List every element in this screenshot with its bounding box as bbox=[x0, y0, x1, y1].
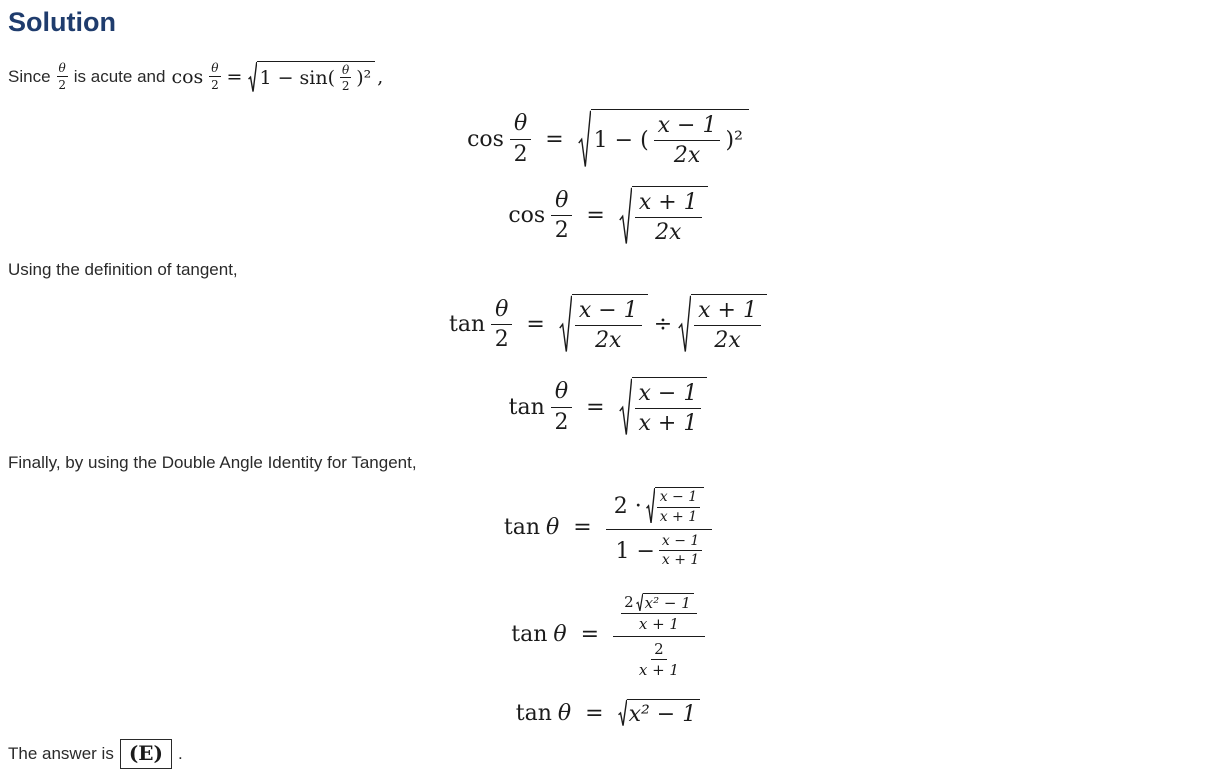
x-minus-1-over-2x bbox=[654, 113, 721, 169]
fraction-denominator: x + 1 bbox=[659, 508, 698, 525]
inline-theta-over-2 bbox=[209, 62, 220, 91]
answer-box: (E) bbox=[120, 739, 172, 769]
outer-denominator bbox=[615, 530, 702, 569]
theta-symbol: θ bbox=[553, 622, 567, 648]
tan-function-label: tan bbox=[449, 311, 486, 337]
fraction-denominator: x + 1 bbox=[638, 614, 679, 633]
fraction-numerator: 2 bbox=[651, 641, 667, 660]
radicand bbox=[632, 377, 708, 438]
sqrt-radical-icon bbox=[636, 593, 643, 612]
fraction-denominator: 2 bbox=[341, 79, 350, 94]
intro-paragraph bbox=[8, 61, 1216, 93]
outer-fraction bbox=[613, 591, 705, 679]
equation-cos-expansion bbox=[0, 109, 1216, 170]
fraction-numerator: x − 1 bbox=[635, 381, 702, 409]
fraction-numerator: x − 1 bbox=[575, 298, 642, 326]
one-minus-open-paren: 1 − ( bbox=[593, 128, 649, 154]
sqrt-radical-icon bbox=[619, 377, 632, 438]
cos-function-label: cos bbox=[508, 203, 546, 229]
inline-theta-over-2 bbox=[340, 64, 351, 93]
sqrt-radical-icon bbox=[248, 61, 257, 93]
equals-sign: = bbox=[585, 700, 604, 726]
using-tangent-text: Using the definition of tangent, bbox=[8, 260, 238, 280]
theta-symbol: θ bbox=[557, 700, 572, 726]
sqrt-radical-icon bbox=[559, 294, 572, 355]
fraction-denominator: 2 bbox=[513, 141, 528, 167]
two-dot-coefficient: 2 · bbox=[613, 493, 642, 519]
solution-page bbox=[0, 6, 1216, 769]
radicand bbox=[572, 294, 648, 355]
finally-text: Finally, by using the Double Angle Identity for Tangent, bbox=[8, 453, 417, 473]
square-root bbox=[636, 593, 694, 612]
radicand bbox=[257, 61, 375, 93]
x-squared-minus-1: x² − 1 bbox=[628, 702, 697, 728]
fraction-denominator: x + 1 bbox=[638, 411, 698, 437]
radicand-text: 1 − sin( bbox=[259, 67, 336, 90]
fraction-denominator: 2 bbox=[554, 409, 569, 435]
radicand bbox=[691, 294, 767, 355]
equals-sign: = bbox=[526, 311, 545, 337]
inline-square-root bbox=[248, 61, 375, 93]
fraction-numerator: θ bbox=[342, 62, 350, 77]
equation-tan-double-angle bbox=[0, 485, 1216, 569]
equals-sign: = bbox=[586, 203, 605, 229]
square-root bbox=[619, 186, 708, 247]
page-title: Solution bbox=[8, 7, 116, 37]
equation-tan-simplify bbox=[0, 591, 1216, 679]
two-coefficient: 2 bbox=[624, 592, 634, 611]
one-minus: 1 − bbox=[615, 538, 655, 564]
equation-cos-simplified bbox=[0, 186, 1216, 247]
fraction-denominator: x + 1 bbox=[661, 552, 700, 569]
outer-numerator bbox=[606, 485, 712, 530]
fraction-numerator: x − 1 bbox=[654, 113, 721, 141]
outer-fraction bbox=[606, 485, 712, 569]
x-plus-1-over-2x bbox=[694, 298, 761, 354]
equals-sign: = bbox=[580, 622, 600, 648]
equation-tan-final bbox=[0, 699, 1216, 727]
tan-function-label: tan bbox=[508, 394, 545, 420]
divide-sign: ÷ bbox=[653, 311, 673, 337]
theta-symbol: θ bbox=[546, 514, 560, 540]
square-root bbox=[678, 294, 767, 355]
comma: , bbox=[377, 65, 384, 88]
answer-prefix-text: The answer is bbox=[8, 744, 114, 764]
equation-tan-half-simplified bbox=[0, 377, 1216, 438]
equals-sign: = bbox=[226, 65, 243, 88]
intro-text-acute: is acute and bbox=[73, 66, 166, 86]
x-minus-1-over-2x bbox=[575, 298, 642, 354]
fraction-denominator: 2 bbox=[58, 77, 66, 92]
close-paren-squared: )² bbox=[725, 128, 743, 154]
tan-function-label: tan bbox=[511, 622, 548, 648]
x-squared-minus-1: x² − 1 bbox=[644, 593, 691, 612]
fraction-denominator: x + 1 bbox=[638, 661, 679, 680]
intro-text-since: Since bbox=[8, 66, 51, 86]
equals-sign: = bbox=[586, 394, 605, 420]
square-root bbox=[619, 377, 708, 438]
radicand bbox=[643, 593, 694, 612]
radicand bbox=[655, 487, 704, 525]
sqrt-radical-icon bbox=[678, 294, 691, 355]
fraction-numerator: θ bbox=[510, 111, 531, 139]
radicand bbox=[632, 186, 708, 247]
fraction-numerator: θ bbox=[551, 188, 572, 216]
theta-over-2-fraction bbox=[491, 297, 512, 353]
fraction-denominator: 2x bbox=[595, 328, 622, 354]
fraction-denominator: 2 bbox=[211, 77, 219, 92]
radicand bbox=[591, 109, 749, 170]
equals-sign: = bbox=[573, 514, 592, 540]
tan-function-label: tan bbox=[515, 700, 552, 726]
numerator-fraction bbox=[621, 593, 697, 633]
square-root bbox=[646, 487, 704, 525]
theta-over-2-fraction bbox=[551, 188, 572, 244]
fraction-numerator: θ bbox=[58, 61, 66, 76]
inline-theta-over-2 bbox=[57, 62, 68, 91]
sqrt-radical-icon bbox=[578, 109, 591, 170]
x-minus-1-over-x-plus-1 bbox=[635, 381, 702, 437]
equation-tan-division bbox=[0, 294, 1216, 355]
fraction-numerator bbox=[621, 593, 697, 614]
x-plus-1-over-2x bbox=[635, 190, 702, 246]
cos-function-label: cos bbox=[171, 65, 204, 88]
equals-sign: = bbox=[545, 126, 564, 152]
theta-over-2-fraction bbox=[551, 379, 572, 435]
tan-function-label: tan bbox=[503, 514, 541, 540]
x-minus-1-over-x-plus-1 bbox=[659, 534, 702, 569]
outer-numerator bbox=[613, 591, 705, 638]
square-root bbox=[618, 699, 701, 727]
cos-function-label: cos bbox=[467, 126, 504, 152]
square-root bbox=[578, 109, 749, 170]
fraction-denominator: 2 bbox=[494, 326, 509, 352]
denominator-fraction bbox=[639, 641, 679, 679]
fraction-denominator: 2x bbox=[673, 143, 701, 169]
fraction-numerator: θ bbox=[491, 297, 512, 325]
theta-over-2-fraction bbox=[510, 111, 531, 167]
radicand bbox=[627, 699, 701, 727]
fraction-numerator: x + 1 bbox=[694, 298, 761, 326]
sqrt-radical-icon bbox=[619, 186, 632, 247]
fraction-numerator: x + 1 bbox=[635, 190, 702, 218]
outer-denominator bbox=[639, 637, 679, 679]
fraction-denominator: 2 bbox=[554, 218, 569, 244]
fraction-numerator: x − 1 bbox=[657, 490, 700, 507]
fraction-numerator: θ bbox=[211, 61, 219, 76]
x-minus-1-over-x-plus-1 bbox=[657, 490, 700, 525]
sqrt-radical-icon bbox=[618, 699, 627, 727]
answer-period: . bbox=[178, 744, 183, 764]
square-root bbox=[559, 294, 648, 355]
fraction-numerator: θ bbox=[551, 379, 572, 407]
sqrt-radical-icon bbox=[646, 487, 655, 525]
fraction-numerator: x − 1 bbox=[659, 534, 702, 551]
fraction-denominator: 2x bbox=[655, 219, 682, 245]
close-paren-squared: )² bbox=[356, 67, 372, 90]
fraction-denominator: 2x bbox=[714, 328, 741, 354]
